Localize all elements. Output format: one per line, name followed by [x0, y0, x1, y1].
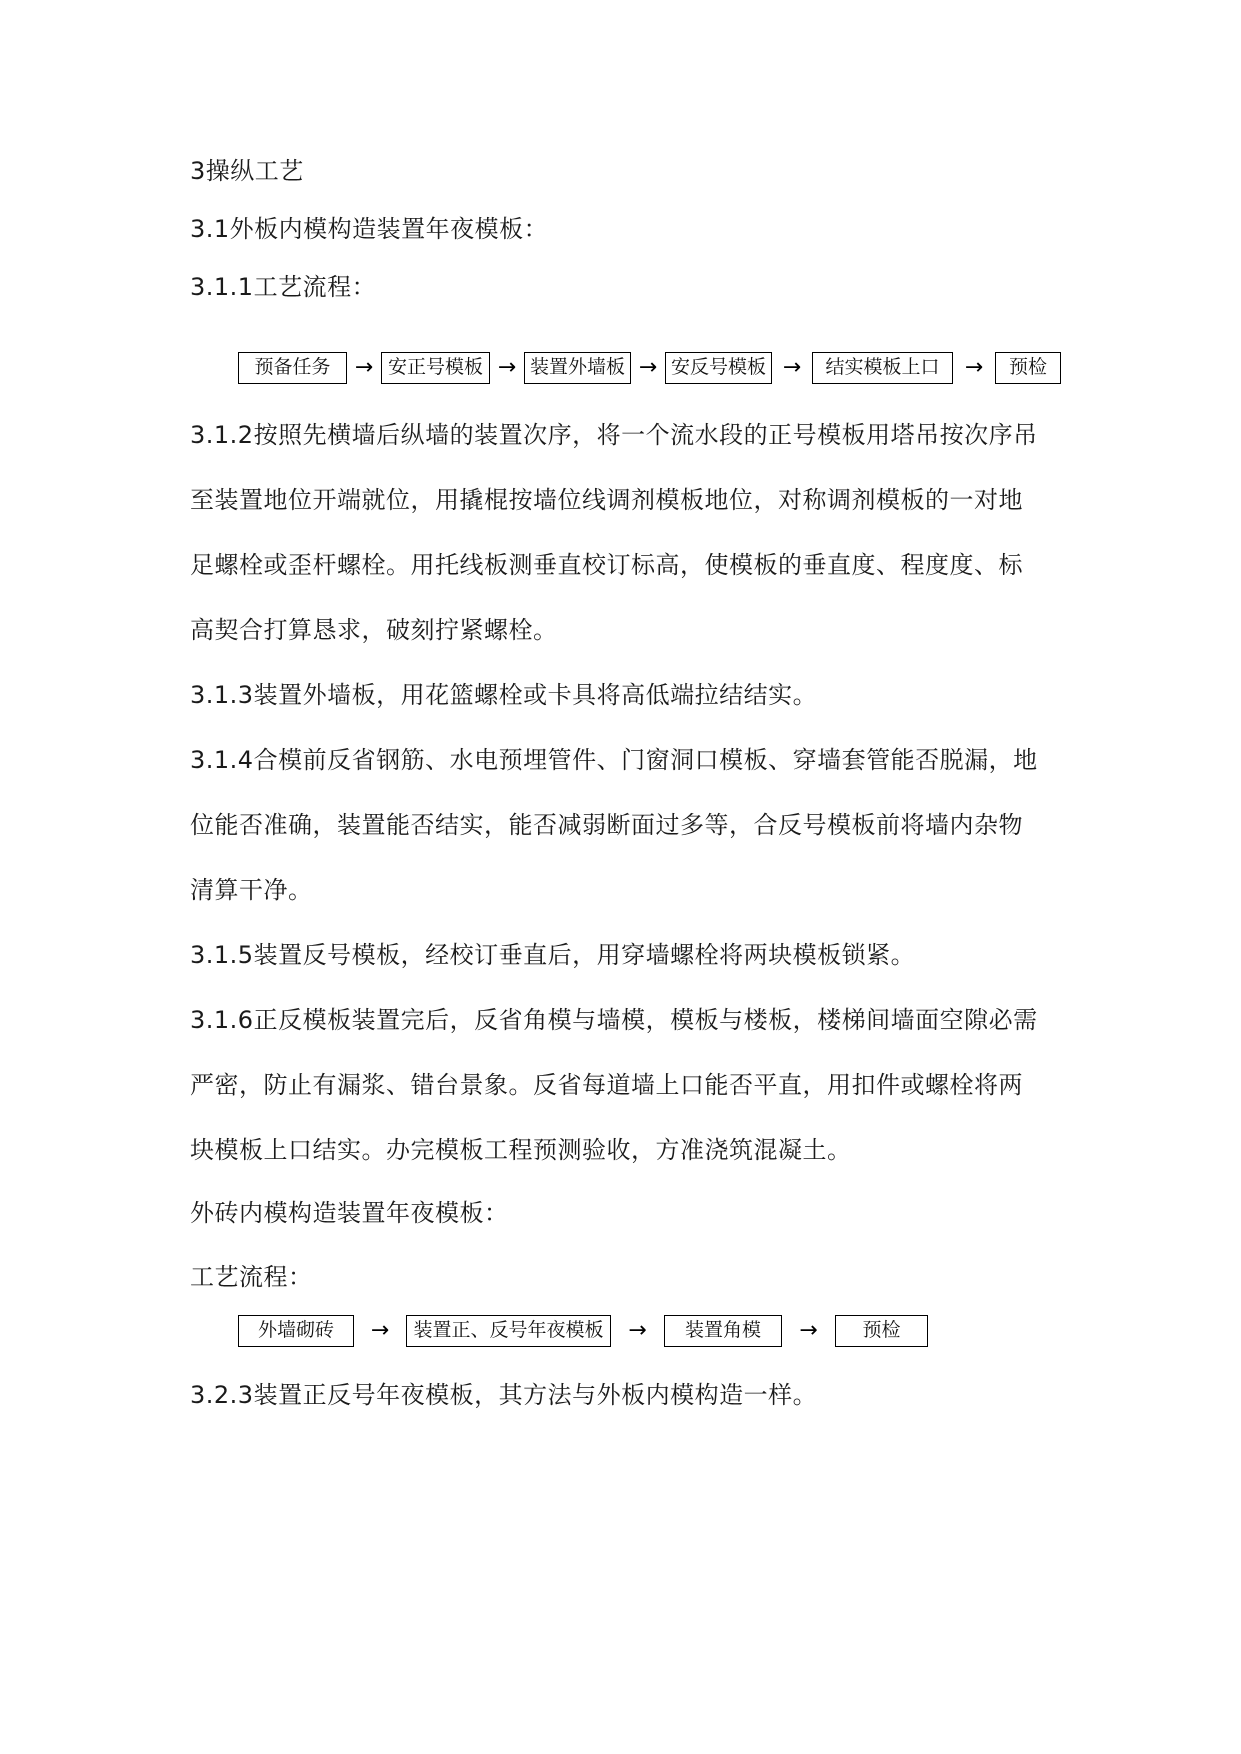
section-3-2-flow-title: 工艺流程：	[190, 1263, 313, 1291]
flow-step-1: 预备任务	[238, 352, 347, 384]
paragraph-line: 至装置地位开端就位，用撬棍按墙位线调剂模板地位，对称调剂模板的一对地	[190, 486, 1023, 514]
paragraph-line: 高契合打算恳求，破刻拧紧螺栓。	[190, 616, 558, 644]
paragraph-line: 3.1.4合模前反省钢筋、水电预埋管件、门窗洞口模板、穿墙套管能否脱漏，地	[190, 746, 1038, 774]
flow-step-3: 装置外墙板	[524, 352, 631, 384]
flow-arrow-icon: →	[628, 1318, 647, 1343]
paragraph-line: 块模板上口结实。办完模板工程预测验收，方准浇筑混凝土。	[190, 1136, 852, 1164]
paragraph-3-1-5: 3.1.5装置反号模板，经校订垂直后，用穿墙螺栓将两块模板锁紧。	[190, 941, 916, 969]
process-flow-2	[238, 1315, 928, 1347]
paragraph-line: 严密，防止有漏浆、错台景象。反省每道墙上口能否平直，用扣件或螺栓将两	[190, 1071, 1023, 1099]
section-3-2-title: 外砖内模构造装置年夜模板：	[190, 1199, 509, 1227]
flow-step-3: 装置角模	[664, 1315, 782, 1347]
flow-arrow-icon: →	[799, 1318, 818, 1343]
process-flow-1	[238, 352, 1061, 384]
paragraph-line: 位能否准确，装置能否结实，能否减弱断面过多等，合反号模板前将墙内杂物	[190, 811, 1023, 839]
flow-arrow-icon: →	[354, 355, 374, 380]
flow-arrow-icon: →	[638, 355, 658, 380]
paragraph-line: 足螺栓或歪杆螺栓。用托线板测垂直校订标高，使模板的垂直度、程度度、标	[190, 551, 1023, 579]
flow-arrow-icon: →	[782, 355, 802, 380]
paragraph-3-2-3: 3.2.3装置正反号年夜模板，其方法与外板内模构造一样。	[190, 1381, 818, 1409]
section-3-1-1-title: 3.1.1工艺流程：	[190, 273, 377, 301]
flow-step-4: 安反号模板	[665, 352, 772, 384]
flow-step-5: 结实模板上口	[812, 352, 953, 384]
flow-step-4: 预检	[835, 1315, 928, 1347]
flow-arrow-icon: →	[964, 355, 984, 380]
flow-arrow-icon: →	[370, 1318, 390, 1343]
paragraph-3-1-3: 3.1.3装置外墙板，用花篮螺栓或卡具将高低端拉结结实。	[190, 681, 818, 709]
flow-step-2: 装置正、反号年夜模板	[406, 1315, 611, 1347]
paragraph-line: 清算干净。	[190, 876, 313, 904]
flow-arrow-icon: →	[497, 355, 517, 380]
paragraph-line: 3.1.2按照先横墙后纵墙的装置次序，将一个流水段的正号模板用塔吊按次序吊	[190, 421, 1038, 449]
flow-step-1: 外墙砌砖	[238, 1315, 354, 1347]
page-heading: 3操纵工艺	[190, 157, 304, 185]
section-3-1-title: 3.1外板内模构造装置年夜模板：	[190, 215, 549, 243]
flow-step-2: 安正号模板	[381, 352, 490, 384]
paragraph-line: 3.1.6正反模板装置完后，反省角模与墙模，模板与楼板，楼梯间墙面空隙必需	[190, 1006, 1038, 1034]
flow-step-6: 预检	[995, 352, 1061, 384]
